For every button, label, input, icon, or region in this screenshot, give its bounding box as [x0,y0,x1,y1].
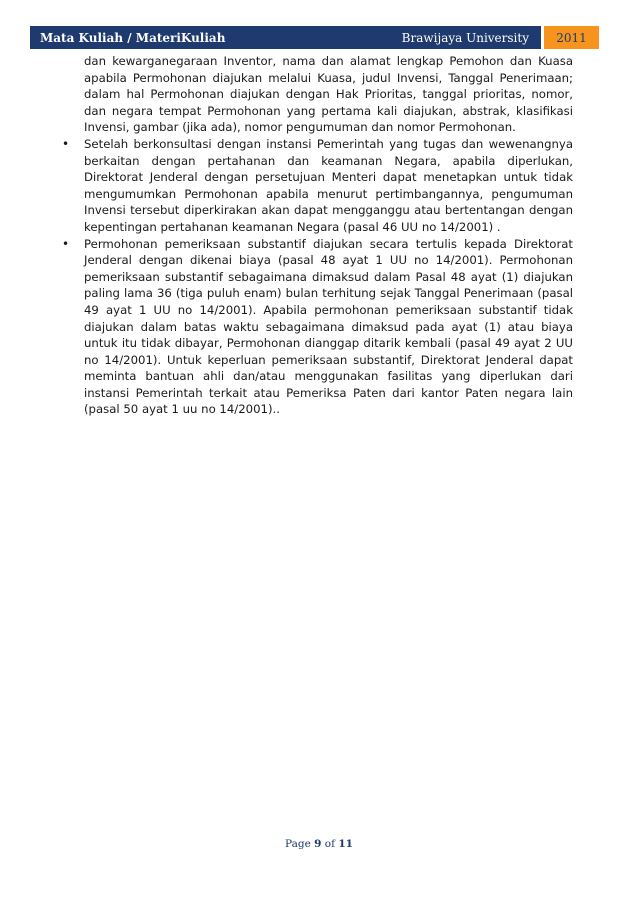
continuation-paragraph: dan kewarganegaraan Inventor, nama dan alamat lengkap Pemohon dan Kuasa apabila Permohonan diajukan melalui Kuasa, judul Invensi, Tanggal Penerimaan; dalam hal Permohonan diajukan dengan Hak Prioritas, tanggal prioritas, nomor, dan negara tempat Permohonan yang pertama kali diajukan, abstrak, klasifikasi Invensi, gambar (jika ada), nomor pengumuman dan nomor Permohonan. [84,54,573,135]
list-item [62,136,573,236]
current-page-number: 9 [314,838,322,850]
of-word: of [324,838,336,850]
list-item [62,236,573,419]
page-footer [0,838,638,850]
course-title: Mata Kuliah / MateriKuliah [40,30,226,45]
document-body [62,53,573,418]
total-pages-number: 11 [338,838,353,850]
list-item-text: Setelah berkonsultasi dengan instansi Pemerintah yang tugas dan wewenangnya berkaitan dengan pertahanan dan keamanan Negara, apabila diperlukan, Direktorat Jenderal dengan persetujuan Menteri dapat menetapkan untuk tidak mengumumkan Permohonan apabila menurut pertimbangannya, pengumuman Invensi tersebut diperkirakan akan dapat mengganggu atau bertentangan dengan kepentingan pertahanan keamanan Negara (pasal 46 UU no 14/2001) . [84,136,573,234]
header-year: 2011 [544,26,599,49]
header-bar [30,26,541,49]
page-word: Page [285,838,311,850]
bullet-icon: • [62,236,70,251]
page-header [30,26,599,49]
bullet-icon: • [62,136,70,151]
university-name: Brawijaya University [401,30,529,45]
list-item-text: Permohonan pemeriksaan substantif diajukan secara tertulis kepada Direktorat Jenderal dengan dikenai biaya (pasal 48 ayat 1 UU no 14/2001). Permohonan pemeriksaan substantif sebagaimana dimaksud dalam Pasal 48 ayat (1) diajukan paling lama 36 (tiga puluh enam) bulan terhitung sejak Tanggal Penerimaan (pasal 49 ayat 1 UU no 14/2001). Apabila permohonan pemeriksaan substantif tidak diajukan dalam batas waktu sebagaimana dimaksud pada ayat (1) atau biaya untuk itu tidak dibayar, Permohonan dianggap ditarik kembali (pasal 49 ayat 2 UU no 14/2001). Untuk keperluan pemeriksaan substantif, Direktorat Jenderal dapat meminta bantuan ahli dan/atau menggunakan fasilitas yang diperlukan dari instansi Pemerintah terkait atau Pemeriksa Paten dari kantor Paten negara lain (pasal 50 ayat 1 uu no 14/2001).. [84,236,573,417]
